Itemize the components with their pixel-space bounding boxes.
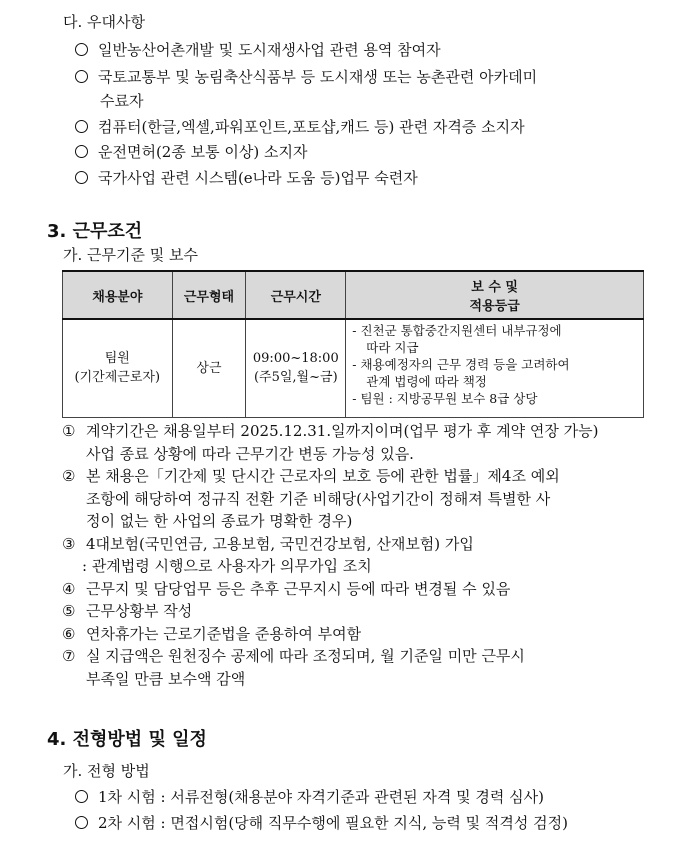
preference-item-1: 일반농산어촌개발 및 도시재생사업 관련 용역 참여자 xyxy=(75,39,441,62)
circle-bullet-icon xyxy=(75,171,88,184)
cell-type: 상근 xyxy=(172,319,246,417)
cell-field: 팀원 (기간제근로자) xyxy=(63,319,173,417)
cell-hours: 09:00~18:00 (주5일,월~금) xyxy=(246,319,346,417)
section-3-title: 3. 근무조건 xyxy=(47,221,143,242)
note-7: ⑦ 실 지급액은 원천징수 공제에 따라 조정되며, 월 기준일 미만 근무시 xyxy=(62,647,525,665)
selection-item-2: 2차 시험 : 면접시험(당해 직무수행에 필요한 지식, 능력 및 적격성 검정) xyxy=(75,812,568,835)
header-field: 채용분야 xyxy=(63,271,173,319)
preference-heading: 다. 우대사항 xyxy=(63,13,145,31)
work-conditions-table xyxy=(62,270,644,418)
circle-bullet-icon xyxy=(75,790,88,803)
preference-item-2: 국토교통부 및 농림축산식품부 등 도시재생 또는 농촌관련 아카데미 xyxy=(75,66,537,89)
note-6: ⑥ 연차휴가는 근로기준법을 준용하여 부여함 xyxy=(62,624,362,643)
header-hours: 근무시간 xyxy=(246,271,346,319)
note-1: ① 계약기간은 채용일부터 2025.12.31.일까지이며(업무 평가 후 계약 연장 가능) xyxy=(62,422,599,440)
circle-bullet-icon xyxy=(75,120,88,133)
header-type: 근무형태 xyxy=(172,271,246,319)
circle-bullet-icon xyxy=(75,816,88,829)
preference-item-5: 국가사업 관련 시스템(e나라 도움 등)업무 숙련자 xyxy=(75,167,418,190)
notes-list xyxy=(62,420,598,690)
note-4: ④ 근무지 및 담당업무 등은 추후 근무지시 등에 따라 변경될 수 있음 xyxy=(62,579,511,598)
circle-bullet-icon xyxy=(75,145,88,158)
section-4-subheading: 가. 전형 방법 xyxy=(63,762,150,780)
table-row xyxy=(63,319,644,417)
preference-item-3: 컴퓨터(한글,엑셀,파워포인트,포토샵,캐드 등) 관련 자격증 소지자 xyxy=(75,116,525,139)
note-5: ⑤ 근무상황부 작성 xyxy=(62,602,193,620)
note-1-cont: 사업 종료 상황에 따라 근무기간 변동 가능성 있음. xyxy=(86,444,414,463)
section-3-subheading: 가. 근무기준 및 보수 xyxy=(63,246,198,264)
preference-item-4: 운전면허(2종 보통 이상) 소지자 xyxy=(75,141,307,164)
note-2-cont: 정이 없는 한 사업의 종료가 명확한 경우) xyxy=(86,512,353,530)
cell-pay: - 진천군 통합중간지원센터 내부규정에 따라 지급 - 채용예정자의 근무 경력 등을 고려하여 관계 법령에 따라 책정 - 팀원 : 지방공무원 보수 8급 상당 xyxy=(346,319,644,417)
note-2: ② 본 채용은「기간제 및 단시간 근로자의 보호 등에 관한 법률」제4조 예외 xyxy=(62,467,560,485)
note-2-cont: 조항에 해당하여 정규직 전환 기준 비해당(사업기간이 정해져 특별한 사 xyxy=(86,489,551,508)
selection-item-1: 1차 시험 : 서류전형(채용분야 자격기준과 관련된 자격 및 경력 심사) xyxy=(75,786,544,809)
note-3: ③ 4대보험(국민연금, 고용보험, 국민건강보험, 산재보험) 가입 xyxy=(62,534,474,553)
header-pay: 보 수 및 적용등급 xyxy=(346,271,644,319)
section-4-title: 4. 전형방법 및 일정 xyxy=(47,729,207,750)
note-7-cont: 부족일 만큼 보수액 감액 xyxy=(86,669,246,688)
preference-item-2-cont: 수료자 xyxy=(100,92,144,110)
circle-bullet-icon xyxy=(75,70,88,83)
note-3-sub: : 관계법령 시행으로 사용자가 의무가입 조치 xyxy=(82,557,372,575)
circle-bullet-icon xyxy=(75,43,88,56)
table-header-row xyxy=(63,271,644,319)
